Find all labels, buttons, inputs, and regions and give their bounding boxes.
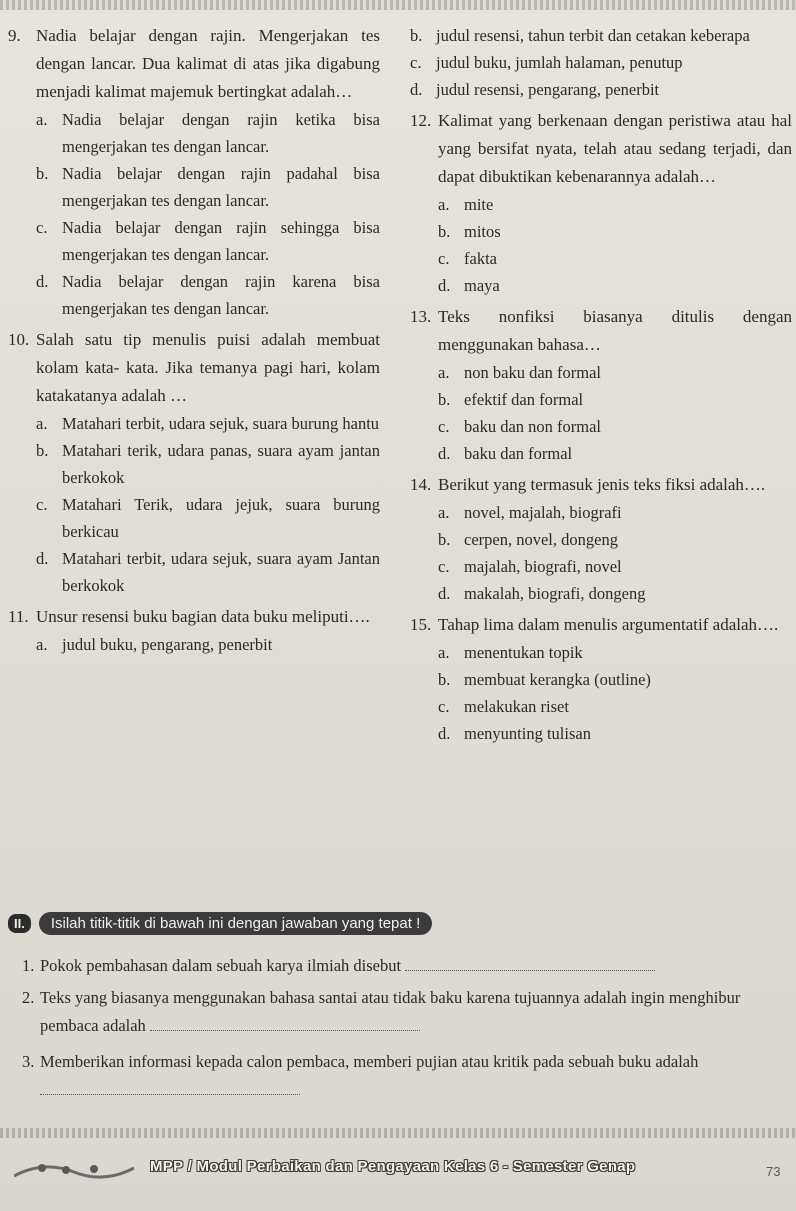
option-text: Nadia belajar dengan rajin padahal bisa mengerjakan tes dengan lancar. (62, 164, 380, 210)
option-label: b. (410, 26, 423, 45)
option (438, 720, 792, 747)
option-text: menentukan topik (464, 643, 583, 662)
footer-title: MPP / Modul Perbaikan dan Pengayaan Kelas 6 - Semester Genap (150, 1158, 636, 1175)
question-12 (410, 107, 792, 191)
question-text: Tahap lima dalam menulis argumentatif adalah…. (438, 615, 779, 634)
option-label: d. (438, 584, 451, 603)
option-label: c. (438, 697, 450, 716)
option-text: Nadia belajar dengan rajin karena bisa mengerjakan tes dengan lancar. (62, 272, 380, 318)
option (438, 639, 792, 666)
option (36, 410, 380, 437)
option-label: d. (36, 549, 49, 568)
option-label: a. (36, 635, 48, 654)
bottom-border (0, 1128, 796, 1138)
option (438, 553, 792, 580)
option-text: Matahari Terik, udara jejuk, suara burung berkicau (62, 495, 380, 541)
option-text: mitos (464, 222, 501, 241)
option (438, 191, 792, 218)
option (438, 359, 792, 386)
option-label: a. (438, 643, 450, 662)
option-label: a. (438, 503, 450, 522)
footer (0, 1150, 796, 1211)
option-label: b. (438, 222, 451, 241)
question-number: 10. (8, 330, 30, 349)
option-label: a. (438, 363, 450, 382)
option-text: judul resensi, pengarang, penerbit (436, 80, 660, 99)
option-text: melakukan riset (464, 697, 569, 716)
option-label: d. (410, 80, 423, 99)
essay-text: Teks yang biasanya menggunakan bahasa santai atau tidak baku karena tujuannya adalah ingin menghibur pembaca adalah (40, 988, 741, 1035)
question-number: 13. (410, 307, 432, 326)
essay-text: Pokok pembahasan dalam sebuah karya ilmiah disebut (40, 956, 402, 975)
answer-blank[interactable] (40, 1080, 300, 1095)
option-text: majalah, biografi, novel (464, 557, 622, 576)
option-label: a. (36, 110, 48, 129)
option-label: b. (438, 390, 451, 409)
option-text: fakta (464, 249, 497, 268)
question-number: 12. (410, 111, 432, 130)
question-number: 9. (8, 26, 21, 45)
answer-blank[interactable] (150, 1016, 420, 1031)
option-text: cerpen, novel, dongeng (464, 530, 618, 549)
question-text: Kalimat yang berkenaan dengan peristiwa atau hal yang bersifat nyata, telah atau sedang terjadi, dan dapat dibuktikan kebenarannya adalah… (438, 111, 792, 186)
question-number: 15. (410, 615, 432, 634)
option (438, 580, 792, 607)
question-text: Berikut yang termasuk jenis teks fiksi adalah…. (438, 475, 766, 494)
question-15 (410, 611, 792, 639)
option-text: non baku dan formal (464, 363, 602, 382)
page-number: 73 (766, 1164, 781, 1179)
option-text: baku dan formal (464, 444, 573, 463)
essay-number: 1. (22, 956, 35, 975)
option-label: a. (438, 195, 450, 214)
option (438, 245, 792, 272)
option (438, 413, 792, 440)
option-text: Nadia belajar dengan rajin ketika bisa mengerjakan tes dengan lancar. (62, 110, 380, 156)
option-text: membuat kerangka (outline) (464, 670, 651, 689)
option (36, 545, 380, 599)
footer-decoration-icon (14, 1154, 134, 1184)
option (438, 386, 792, 413)
answer-blank[interactable] (405, 956, 655, 971)
section-title: Isilah titik-titik di bawah ini dengan jawaban yang tepat ! (39, 912, 432, 935)
option-text: mite (464, 195, 494, 214)
option (36, 268, 380, 322)
question-text: Unsur resensi buku bagian data buku meliputi…. (36, 607, 370, 626)
question-13 (410, 303, 792, 359)
option (36, 214, 380, 268)
option-label: c. (438, 249, 450, 268)
option (36, 106, 380, 160)
question-11 (8, 603, 380, 631)
question-9 (8, 22, 380, 106)
option-text: menyunting tulisan (464, 724, 591, 743)
essay-number: 3. (22, 1052, 35, 1071)
option-text: Matahari terik, udara panas, suara ayam jantan berkokok (62, 441, 380, 487)
right-column (410, 22, 792, 747)
question-number: 14. (410, 475, 432, 494)
option-text: maya (464, 276, 500, 295)
option-label: b. (36, 164, 49, 183)
question-10 (8, 326, 380, 410)
option (438, 526, 792, 553)
option-label: d. (438, 724, 451, 743)
option (36, 437, 380, 491)
option-text: Matahari terbit, udara sejuk, suara burung hantu (62, 414, 380, 433)
question-14 (410, 471, 792, 499)
left-column (8, 22, 380, 658)
option-label: b. (36, 441, 49, 460)
essay-number: 2. (22, 988, 35, 1007)
option (438, 693, 792, 720)
option-text: makalah, biografi, dongeng (464, 584, 646, 603)
option-label: c. (438, 557, 450, 576)
question-text: Salah satu tip menulis puisi adalah membuat kolam kata- kata. Jika temanya pagi hari, kolam katakatanya adalah … (36, 330, 380, 405)
section-2-header (8, 910, 778, 936)
option-text: novel, majalah, biografi (464, 503, 622, 522)
essay-item-3 (22, 1048, 792, 1104)
option-label: c. (36, 495, 48, 514)
option-text: Matahari terbit, udara sejuk, suara ayam Jantan berkokok (62, 549, 380, 595)
option-label: d. (438, 276, 451, 295)
option-label: c. (410, 53, 422, 72)
essay-item-1 (22, 952, 792, 980)
top-border (0, 0, 796, 10)
section-number: II. (8, 914, 31, 933)
option (438, 666, 792, 693)
option-label: b. (438, 530, 451, 549)
option (438, 272, 792, 299)
option-label: d. (36, 272, 49, 291)
option-text: Nadia belajar dengan rajin sehingga bisa mengerjakan tes dengan lancar. (62, 218, 380, 264)
option-text: judul buku, jumlah halaman, penutup (436, 53, 683, 72)
question-text: Teks nonfiksi biasanya ditulis dengan menggunakan bahasa… (438, 307, 792, 354)
option (438, 440, 792, 467)
question-number: 11. (8, 607, 29, 626)
option (410, 22, 792, 49)
question-text: Nadia belajar dengan rajin. Mengerjakan tes dengan lancar. Dua kalimat di atas jika digabung menjadi kalimat majemuk bertingkat adalah… (36, 26, 380, 101)
option (410, 76, 792, 103)
option-text: judul buku, pengarang, penerbit (62, 635, 273, 654)
option-label: a. (36, 414, 48, 433)
option (410, 49, 792, 76)
option-label: c. (36, 218, 48, 237)
option (438, 218, 792, 245)
option-label: b. (438, 670, 451, 689)
option-text: efektif dan formal (464, 390, 584, 409)
option-text: judul resensi, tahun terbit dan cetakan keberapa (436, 26, 750, 45)
option (36, 491, 380, 545)
option-label: d. (438, 444, 451, 463)
essay-text: Memberikan informasi kepada calon pembaca, memberi pujian atau kritik pada sebuah buku adalah (40, 1052, 699, 1071)
essay-item-2 (22, 984, 792, 1040)
option-text: baku dan non formal (464, 417, 602, 436)
option (36, 631, 380, 658)
option-label: c. (438, 417, 450, 436)
option (438, 499, 792, 526)
option (36, 160, 380, 214)
